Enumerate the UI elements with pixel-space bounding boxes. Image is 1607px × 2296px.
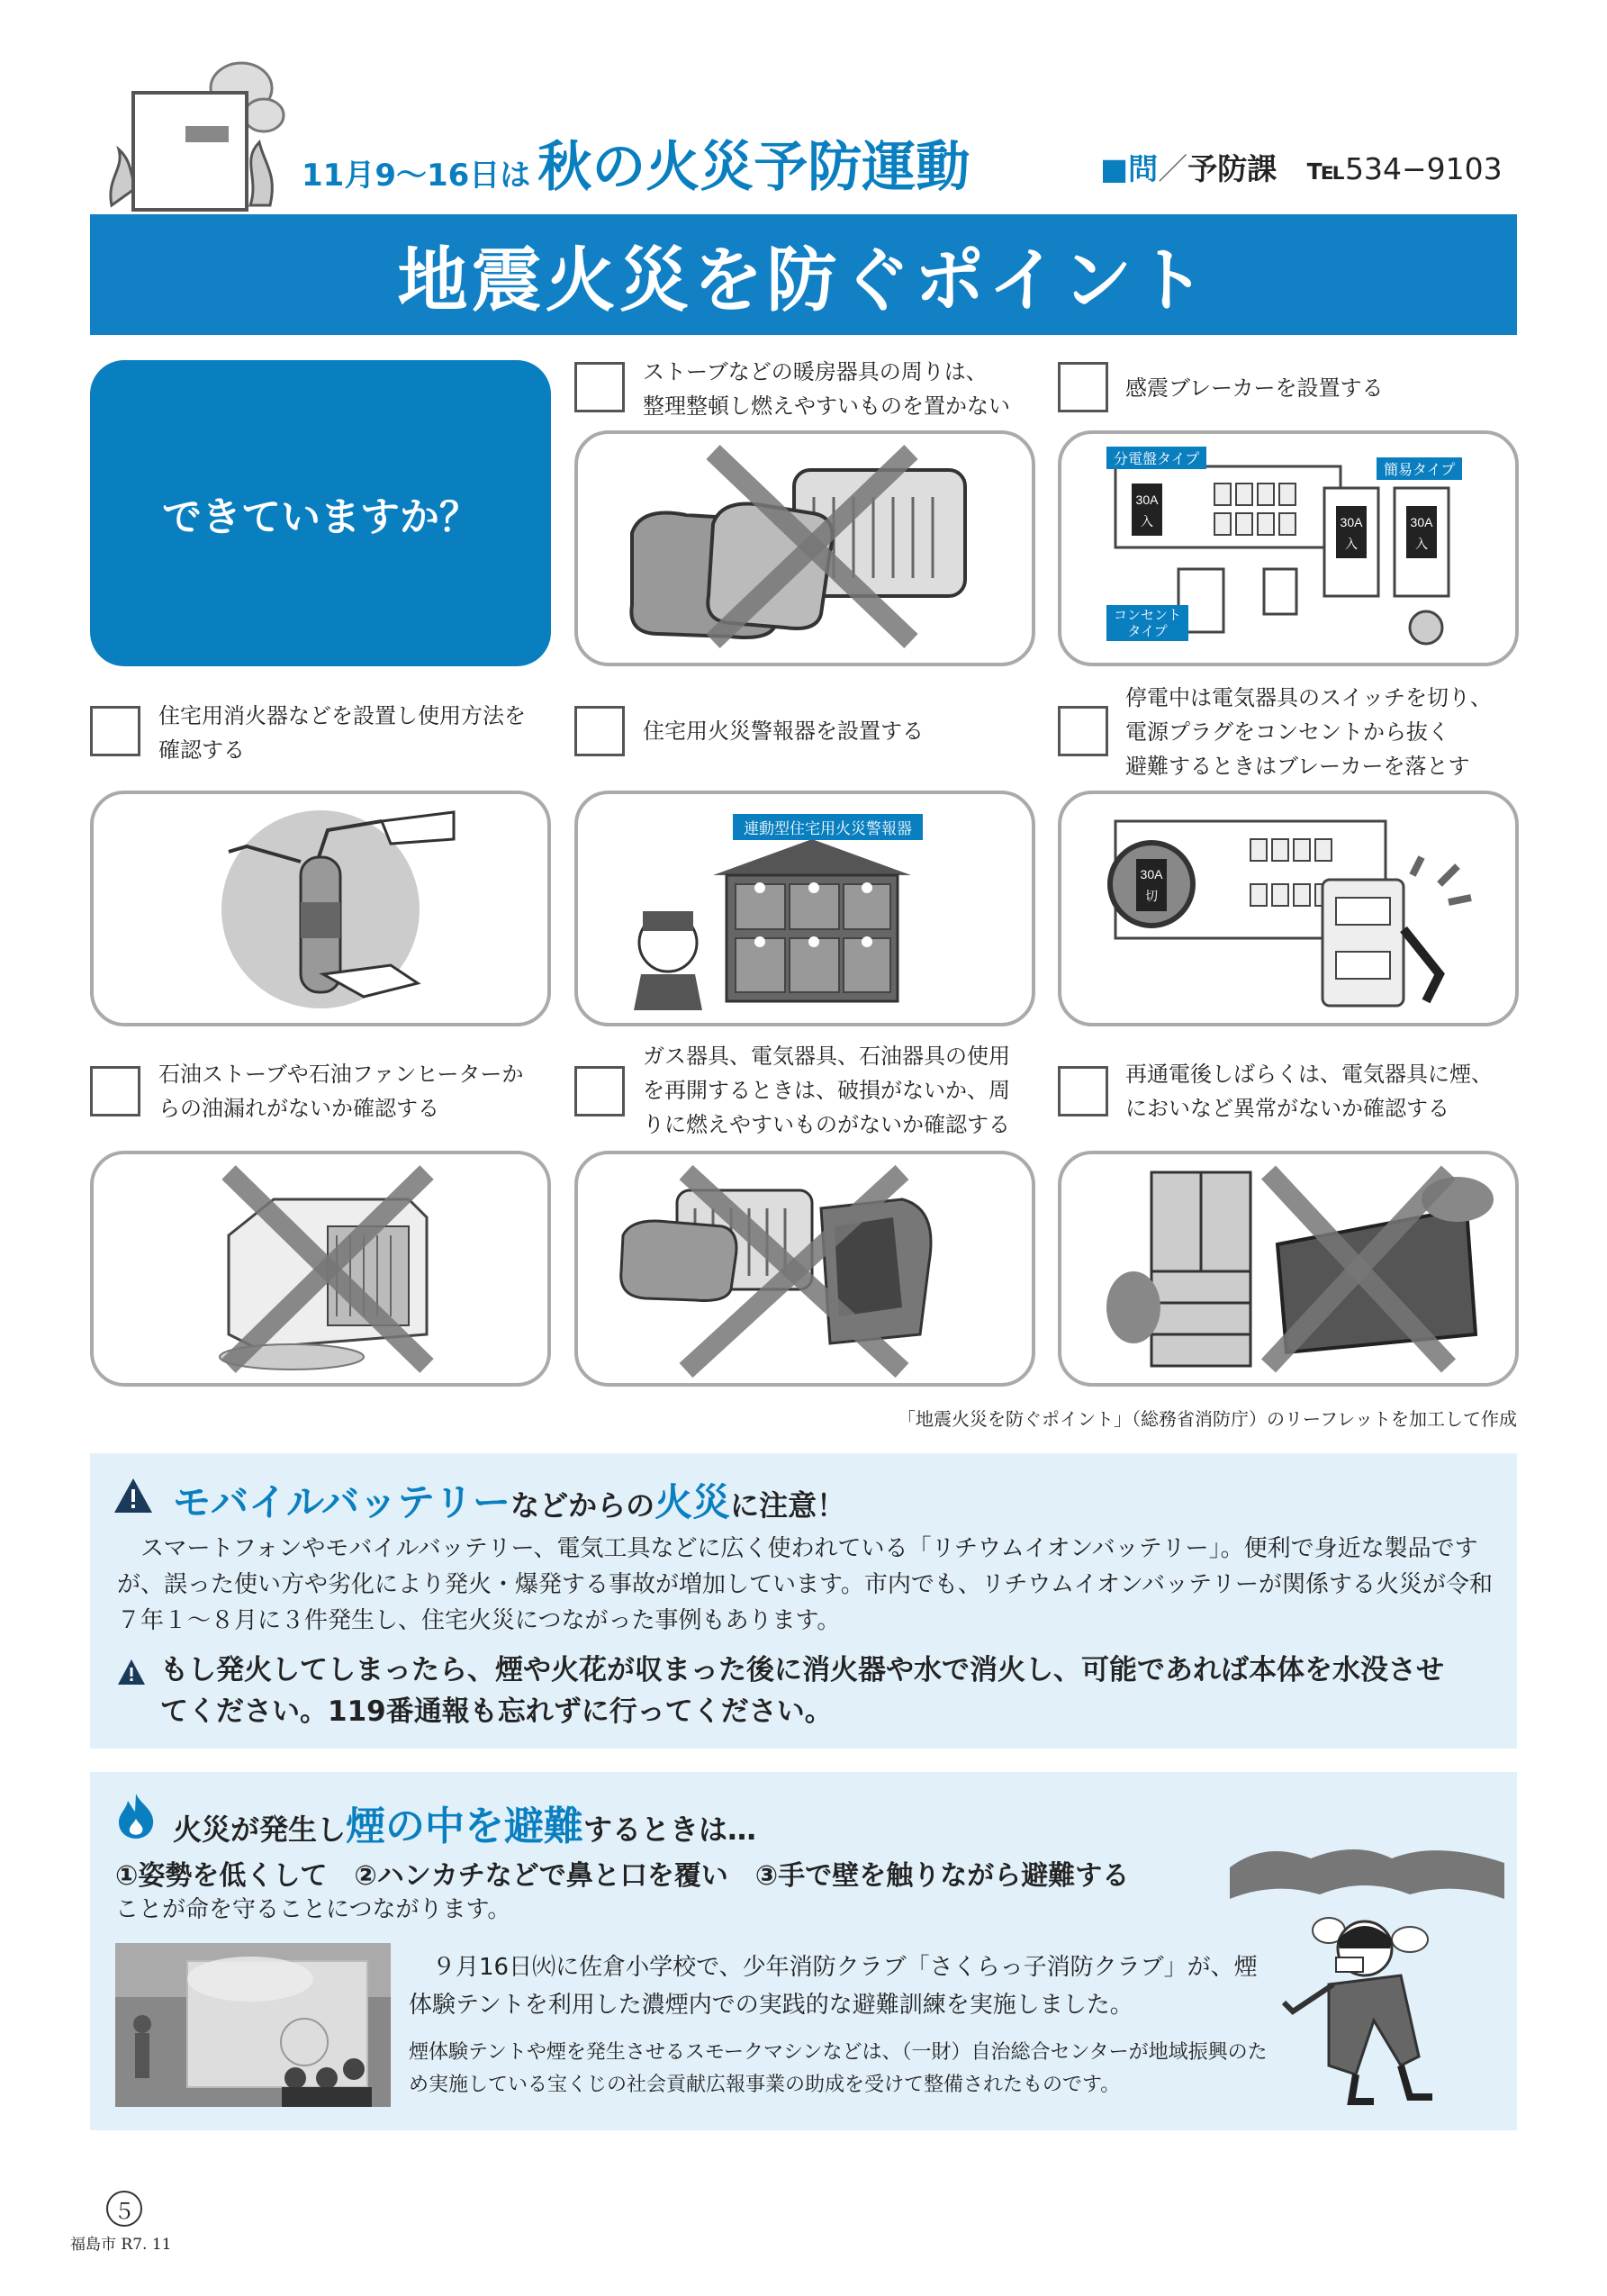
checkbox-fire-alarm[interactable] [574,706,625,756]
tag-panel-type: 分電盤タイプ [1106,447,1206,469]
item-label-after-power-restored: 再通電後しばらくは、電気器具に煙、 においなど異常がないか確認する [1125,1062,1493,1121]
evac-title-a: 火災が発生し [173,1812,347,1847]
warning-triangle-icon [113,1477,154,1514]
tag-simple-type: 簡易タイプ [1377,457,1462,480]
evacuation-steps-sub: ことが命を守ることにつながります。 [115,1896,511,1923]
heater-with-cushions-crossed-icon [578,434,1032,663]
title-connector: などからの [510,1488,655,1523]
breaker-label-b: 入 [1141,514,1153,529]
checkbox-extinguisher[interactable] [90,706,140,756]
checkbox-seismic-breaker[interactable] [1058,362,1108,412]
item-label-seismic-breaker: 感震ブレーカーを設置する [1125,375,1384,401]
title-caution: に注意！ [730,1488,846,1523]
page-number: ５ [106,2191,142,2227]
evac-title-c: するときは… [583,1812,757,1847]
panel-heater-area [574,430,1035,666]
item-label-heater-area: ストーブなどの暖房器具の周りは、 整理整頓し燃えやすいものを置かない [643,359,1010,419]
contact-dept: 予防課 [1187,151,1277,186]
checkbox-heater-area[interactable] [574,362,625,412]
panel-after-power-restored [1058,1151,1519,1387]
fridge-tv-smoke-crossed-icon [1061,1154,1515,1383]
battery-section-title [173,1473,845,1527]
issue-label: 福島市 R7. 11 [70,2236,172,2254]
breaker-label-f: 入 [1415,537,1428,551]
panel-oil-leak [90,1151,551,1387]
instruction-line-1: もし発火してしまったら、煙や火花が収まった後に消火器や水で消火し、可能であれば本体を水没させ [160,1654,1444,1686]
drill-report: ９月16日㈫に佐倉小学校で、少年消防クラブ「さくらっ子消防クラブ」が、煙体験テントを利用した濃煙内での実践的な避難訓練を実施しました。 [409,1954,1258,2019]
question-box: できていますか？ [90,360,551,666]
title-fire: 火災 [655,1480,731,1524]
checkbox-power-outage[interactable] [1058,706,1108,756]
battery-section-body: スマートフォンやモバイルバッテリー、電気工具などに広く使われている「リチウムイオンバッテリー」。便利で身近な製品ですが、誤った使い方や劣化により発火・爆発する事故が増加しています。市内でも、リチウムイオンバッテリーが関係する火災が令和７年１〜８月に３件発生し、住宅火災につながった事例もあります。 [117,1535,1494,1634]
panel-extinguisher [90,791,551,1026]
person-evacuating-smoke-illustration [1230,1840,1504,2111]
contact-separator: ／ [1158,151,1188,186]
phone-number: 534−9103 [1344,151,1503,186]
breaker-label-a: 30A [1135,493,1159,507]
breaker-label-d: 入 [1345,537,1358,551]
campaign-title [302,124,970,202]
panel-appliance-restart [574,1151,1035,1387]
item-label-extinguisher: 住宅用消火器などを設置し使用方法を 確認する [158,703,526,763]
evacuation-title [173,1794,756,1851]
smoke-tent-photo [115,1943,391,2107]
campaign-name: 秋の火災予防運動 [537,136,971,199]
battery-fire-instruction [160,1650,1511,1732]
fire-extinguisher-icon [94,794,547,1023]
checkbox-oil-leak[interactable] [90,1066,140,1116]
flame-icon [115,1792,157,1840]
building-fire-icon [106,52,286,214]
instruction-line-2: てください。119番通報も忘れずに行ってください。 [160,1695,833,1728]
off-breaker-label-b: 切 [1145,889,1158,903]
breaker-label-c: 30A [1340,515,1363,529]
breaker-label-e: 30A [1410,515,1433,529]
warning-small-triangle-icon [117,1659,146,1686]
checkbox-after-power-restored[interactable] [1058,1066,1108,1116]
panel-seismic-breaker [1058,430,1519,666]
title-mobile-battery: モバイルバッテリー [173,1480,511,1524]
breaker-off-plug-icon [1061,794,1515,1023]
item-label-power-outage: 停電中は電気器具のスイッチを切り、 電源プラグをコンセントから抜く 避難するときはブレーカーを落とす [1125,685,1493,779]
contact-info [1100,146,1503,188]
panel-power-outage [1058,791,1519,1026]
campaign-dates: 11月9〜16日は [302,158,531,194]
appliances-crossed-icon [578,1154,1032,1383]
panel-fire-alarm [574,791,1035,1026]
inquiry-mark: ■問 [1100,151,1159,186]
evacuation-steps: ①姿勢を低くして ②ハンカチなどで鼻と口を覆い ③手で壁を触りながら避難する [115,1860,1130,1892]
item-label-appliance-restart: ガス器具、電気器具、石油器具の使用 を再開するときは、破損がないか、周 りに燃えやすいものがないか確認する [643,1044,1010,1137]
tag-linked-alarm: 連動型住宅用火災警報器 [733,814,923,840]
oil-heater-crossed-icon [94,1154,547,1383]
evac-title-b: 煙の中を避難 [346,1803,584,1849]
funding-note: 煙体験テントや煙を発生させるスモークマシンなどは、（一財）自治総合センターが地域振興のため実施している宝くじの社会貢献広報事業の助成を受けて整備されたものです。 [409,2041,1268,2096]
banner-title: 地震火災を防ぐポイント [90,214,1517,335]
item-label-oil-leak: 石油ストーブや石油ファンヒーターか らの油漏れがないか確認する [158,1062,524,1121]
phone-icon: ℡ [1306,151,1345,186]
source-credit: 「地震火災を防ぐポイント」（総務省消防庁）のリーフレットを加工して作成 [898,1408,1517,1430]
item-label-fire-alarm: 住宅用火災警報器を設置する [643,719,924,744]
off-breaker-label-a: 30A [1140,867,1163,881]
checkbox-appliance-restart[interactable] [574,1066,625,1116]
tag-outlet-type: コンセント タイプ [1106,605,1188,641]
